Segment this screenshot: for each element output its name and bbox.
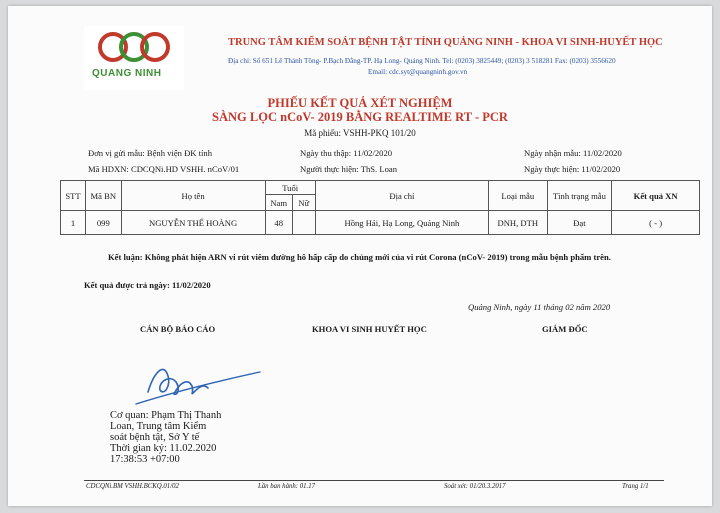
- footer-code: CDCQNi.BM VSHH.BCKQ.01/02: [86, 483, 179, 490]
- doc-title-line1: PHIẾU KẾT QUẢ XÉT NGHIỆM: [267, 96, 453, 110]
- handwritten-signature: [134, 352, 264, 408]
- header-loai-mau: Loại mẫu: [489, 181, 547, 211]
- cell-tinh-trang: Đạt: [547, 211, 612, 235]
- results-table: [60, 180, 700, 235]
- cell-ho-ten: NGUYỄN THẾ HOÀNG: [121, 211, 265, 235]
- header-ket-qua: Kết quả XN: [612, 181, 700, 211]
- cell-nu: [292, 211, 315, 235]
- cell-ma-bn: 099: [86, 211, 122, 235]
- place-date: Quảng Ninh, ngày 11 tháng 02 năm 2020: [468, 302, 611, 312]
- header-tuoi: Tuổi: [265, 181, 315, 195]
- header-nu: Nữ: [292, 195, 315, 211]
- cdc-logo: [84, 26, 184, 90]
- footer-revision: Soát xét: 01/20.3.2017: [444, 483, 506, 490]
- org-email: Email: cdc.syt@quangninh.gov.vn: [368, 68, 468, 76]
- header-nam: Nam: [265, 195, 292, 211]
- org-title: TRUNG TÂM KIỂM SOÁT BỆNH TẬT TỈNH QUẢNG NINH - KHOA VI SINH-HUYẾT HỌC: [228, 37, 663, 48]
- header-dia-chi: Địa chỉ: [315, 181, 488, 211]
- cell-nam: 48: [265, 211, 292, 235]
- doc-title-line2: SÀNG LỌC nCoV- 2019 BẰNG REALTIME RT - PCR: [212, 110, 508, 124]
- collect-date: Ngày thu thập: 11/02/2020: [300, 148, 393, 158]
- signature-line-1: Cơ quan: Phạm Thị Thanh: [110, 410, 222, 421]
- return-date: Kết quả được trả ngày: 11/02/2020: [84, 280, 211, 290]
- perform-date: Ngày thực hiện: 11/02/2020: [524, 164, 621, 174]
- cell-ket-qua: ( - ): [612, 211, 700, 235]
- signature-line-3: soát bệnh tật, Sở Y tế: [110, 432, 200, 443]
- footer-divider: [84, 480, 664, 481]
- reporter-title: CÁN BỘ BÁO CÁO: [140, 324, 216, 334]
- signature-line-2: Loan, Trung tâm Kiểm: [110, 421, 207, 432]
- performer: Người thực hiện: ThS. Loan: [300, 164, 398, 174]
- signature-line-5: 17:38:53 +07:00: [110, 454, 180, 465]
- header-tinh-trang: Tình trạng mẫu: [547, 181, 612, 211]
- header-ma-bn: Mã BN: [86, 181, 122, 211]
- logo-text: QUANG NINH: [92, 68, 162, 79]
- result-sheet: [8, 6, 712, 506]
- sender-info: Đơn vị gửi mẫu: Bệnh viện ĐK tỉnh: [88, 148, 213, 158]
- header-stt: STT: [61, 181, 86, 211]
- digital-signature-block: [110, 410, 270, 465]
- director-title: GIÁM ĐỐC: [542, 324, 588, 334]
- org-address: Địa chỉ: Số 651 Lê Thánh Tông- P.Bạch Đằng-TP. Hạ Long- Quảng Ninh. Tel: (0203) 3825449; (0203) 3 518281 Fax: (0203) 3556620: [228, 57, 616, 65]
- footer-page: Trang 1/1: [622, 483, 649, 490]
- table-row: [61, 211, 700, 235]
- header-ho-ten: Họ tên: [121, 181, 265, 211]
- logo-ring-c2: [140, 32, 170, 62]
- contract-code: Mã HDXN: CDCQNi.HD VSHH. nCoV/01: [88, 164, 240, 174]
- footer-edition: Lần ban hành: 01.17: [258, 483, 316, 490]
- conclusion: Kết luận: Không phát hiện ARN vi rút viêm đường hô hấp cấp do chủng mới của vi rút Corona (nCoV- 2019) trong mẫu bệnh phẩm trên.: [108, 252, 611, 262]
- cell-stt: 1: [61, 211, 86, 235]
- cell-dia-chi: Hồng Hải, Hạ Long, Quảng Ninh: [315, 211, 488, 235]
- receive-date: Ngày nhận mẫu: 11/02/2020: [524, 148, 622, 158]
- cell-loai-mau: DNH, DTH: [489, 211, 547, 235]
- signature-line-4: Thời gian ký: 11.02.2020: [110, 443, 217, 454]
- form-code: Mã phiếu: VSHH-PKQ 101/20: [304, 128, 416, 138]
- department-title: KHOA VI SINH HUYẾT HỌC: [312, 324, 427, 334]
